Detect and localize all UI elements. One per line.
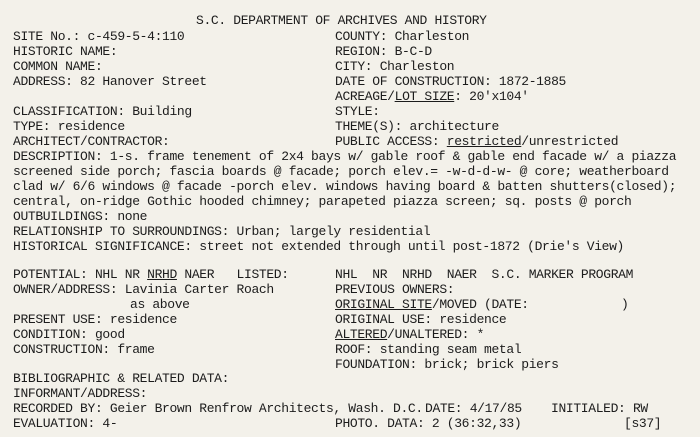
unaltered-label: /UNALTERED: * — [387, 327, 485, 342]
recorded-by: RECORDED BY: Geier Brown Renfrow Architects, Wash. D.C. — [13, 401, 423, 416]
public-access-label: PUBLIC ACCESS: — [335, 134, 447, 149]
potential — [13, 267, 289, 282]
type: TYPE: residence — [13, 119, 125, 134]
construction: CONSTRUCTION: frame — [13, 342, 155, 357]
initialed: INITIALED: RW — [551, 401, 648, 416]
original-site — [335, 297, 529, 312]
public-access — [335, 134, 618, 149]
historical-significance: HISTORICAL SIGNIFICANCE: street not extended through until post-1872 (Drie's View) — [13, 239, 625, 254]
city: CITY: Charleston — [335, 59, 455, 74]
listed-programs: NHL NR NRHD NAER S.C. MARKER PROGRAM — [335, 267, 634, 282]
previous-owners: PREVIOUS OWNERS: — [335, 282, 455, 297]
potential-rest: NAER LISTED: — [176, 267, 289, 282]
informant-address: INFORMANT/ADDRESS: — [13, 386, 148, 401]
original-use: ORIGINAL USE: residence — [335, 312, 507, 327]
date-recorded: DATE: 4/17/85 — [425, 401, 522, 416]
description-line: central, on-ridge Gothic hooded chimney; parapeted piazza screen; sq. posts @ porch — [13, 194, 632, 209]
potential-label: POTENTIAL: NHL NR — [13, 267, 148, 282]
roof: ROOF: standing seam metal — [335, 342, 522, 357]
altered-label: ALTERED — [335, 327, 388, 342]
potential-nrhd: NRHD — [147, 267, 177, 282]
description-line: DESCRIPTION: 1-s. frame tenement of 2x4 bays w/ gable roof & gable end facade w/ a piazza — [13, 149, 677, 164]
moved-date: /MOVED (DATE: — [431, 297, 529, 312]
present-use: PRESENT USE: residence — [13, 312, 177, 327]
description-line: screened side porch; fascia boards @ facade; porch elev.= -w-d-d-w- @ core; weatherboard — [13, 164, 669, 179]
moved-date-close: ) — [621, 297, 629, 312]
region: REGION: B-C-D — [335, 44, 432, 59]
bibliographic-data: BIBLIOGRAPHIC & RELATED DATA: — [13, 371, 230, 386]
site-number: SITE No.: c-459-5-4:110 — [13, 29, 185, 44]
classification: CLASSIFICATION: Building — [13, 104, 192, 119]
themes: THEME(S): architecture — [335, 119, 499, 134]
evaluation: EVALUATION: 4- — [13, 416, 118, 431]
acreage-lot-size — [335, 89, 529, 104]
lot-size-label: LOT SIZE — [394, 89, 455, 104]
architect-contractor: ARCHITECT/CONTRACTOR: — [13, 134, 170, 149]
historic-name: HISTORIC NAME: — [13, 44, 118, 59]
lot-size-value: : 20'x104' — [454, 89, 529, 104]
owner-address: OWNER/ADDRESS: Lavinia Carter Roach — [13, 282, 274, 297]
common-name: COMMON NAME: — [13, 59, 103, 74]
form-title: S.C. DEPARTMENT OF ARCHIVES AND HISTORY — [196, 13, 487, 28]
style: STYLE: — [335, 104, 380, 119]
condition: CONDITION: good — [13, 327, 125, 342]
public-access-restricted: restricted — [446, 134, 522, 149]
reference-code: [s37] — [624, 416, 662, 431]
county: COUNTY: Charleston — [335, 29, 470, 44]
foundation: FOUNDATION: brick; brick piers — [335, 357, 559, 372]
public-access-unrestricted: /unrestricted — [521, 134, 619, 149]
date-of-construction: DATE OF CONSTRUCTION: 1872-1885 — [335, 74, 566, 89]
photo-data: PHOTO. DATA: 2 (36:32,33) — [335, 416, 522, 431]
outbuildings: OUTBUILDINGS: none — [13, 209, 148, 224]
acreage-label: ACREAGE/ — [335, 89, 395, 104]
relationship-to-surroundings: RELATIONSHIP TO SURROUNDINGS: Urban; largely residential — [13, 224, 431, 239]
original-site-label: ORIGINAL SITE — [335, 297, 432, 312]
description-line: clad w/ 6/6 windows @ facade -porch elev. windows having board & batten shutters(closed); — [13, 179, 677, 194]
altered-status — [335, 327, 484, 342]
address: ADDRESS: 82 Hanover Street — [13, 74, 207, 89]
owner-address-continued: as above — [130, 297, 190, 312]
